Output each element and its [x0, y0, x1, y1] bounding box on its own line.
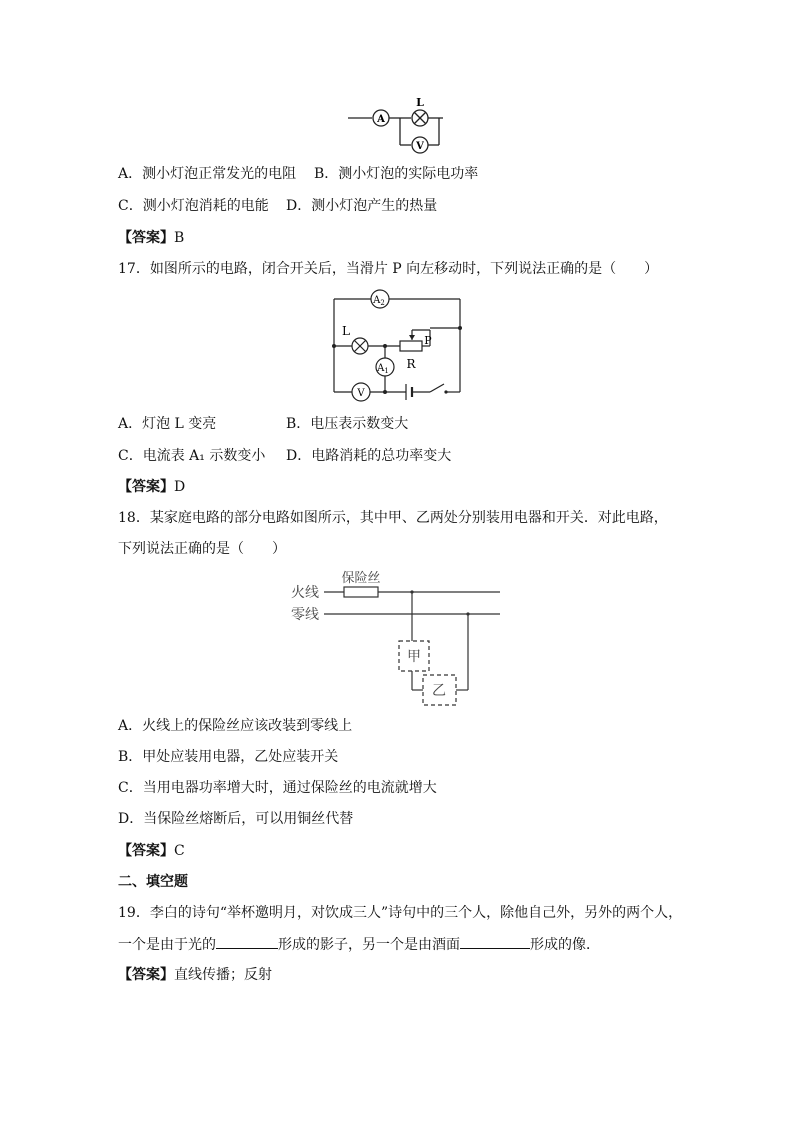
q18-fuse-label: 保险丝 — [341, 571, 381, 586]
q18-yi-box-label: 乙 — [432, 683, 446, 699]
q17-voltmeter-symbol: V — [357, 388, 365, 399]
section-title-fill-in: 二、填空题 — [118, 874, 188, 890]
q17-option-c: C．电流表 A₁ 示数变小 — [118, 448, 266, 464]
q19-stem-line1: 19．李白的诗句“举杯邀明月，对饮成三人”诗句中的三个人，除他自己外，另外的两个人， — [118, 905, 683, 921]
q17-option-d: D．电路消耗的总功率变大 — [286, 448, 452, 464]
q18-neutral-wire-label: 零线 — [291, 607, 319, 623]
q18-stem-line2: 下列说法正确的是（ ） — [118, 541, 286, 557]
q17-stem: 17．如图所示的电路，闭合开关后，当滑片 P 向左移动时，下列说法正确的是（ ） — [118, 261, 659, 277]
q19-stem-line2 — [118, 934, 600, 955]
q17-resistor-label: R — [406, 357, 416, 371]
answer-value: 直线传播；反射 — [174, 967, 272, 983]
q19-blank-1 — [216, 934, 278, 949]
q17-ammeter-a1-symbol: $A_1$ — [377, 363, 389, 375]
answer-label: 【答案】 — [118, 479, 174, 495]
q17-answer — [118, 477, 185, 497]
q16-option-d: D．测小灯泡产生的热量 — [286, 198, 438, 214]
q17-circuit-diagram — [326, 286, 468, 406]
q17-option-a: A．灯泡 L 变亮 — [118, 416, 217, 432]
answer-value: C — [174, 843, 185, 859]
q16-answer — [118, 228, 184, 248]
q16-option-c: C．测小灯泡消耗的电能 — [118, 198, 269, 214]
q18-option-c: C．当用电器功率增大时，通过保险丝的电流就增大 — [118, 780, 437, 796]
q16-voltmeter-symbol: V — [416, 141, 424, 152]
q17-lamp-label: L — [342, 324, 350, 338]
q18-live-wire-label: 火线 — [291, 585, 319, 601]
q19-blank-2 — [460, 934, 530, 949]
q18-answer — [118, 841, 185, 861]
q18-option-b: B．甲处应装用电器，乙处应装开关 — [118, 749, 339, 765]
answer-label: 【答案】 — [118, 843, 174, 859]
answer-label: 【答案】 — [118, 230, 174, 246]
q19-text-part2: 形成的影子，另一个是由酒面 — [278, 937, 460, 953]
q19-text-part3: 形成的像． — [530, 937, 600, 953]
q16-option-a: A．测小灯泡正常发光的电阻 — [118, 166, 297, 182]
q18-jia-box-label: 甲 — [407, 649, 421, 665]
q17-slider-label: P — [424, 334, 432, 347]
q19-answer — [118, 965, 272, 985]
q16-ammeter-symbol: A — [377, 114, 385, 125]
q16-lamp-label: L — [416, 96, 424, 109]
q16-circuit-diagram — [340, 96, 450, 158]
q16-option-b: B．测小灯泡的实际电功率 — [314, 166, 479, 182]
q17-option-b: B．电压表示数变大 — [286, 416, 409, 432]
q18-option-d: D．当保险丝熔断后，可以用铜丝代替 — [118, 811, 354, 827]
q18-circuit-diagram — [288, 568, 504, 708]
answer-value: B — [174, 230, 185, 246]
q18-stem-line1: 18．某家庭电路的部分电路如图所示，其中甲、乙两处分别装用电器和开关．对此电路， — [118, 510, 668, 526]
q18-option-a: A．火线上的保险丝应该改装到零线上 — [118, 718, 353, 734]
answer-value: D — [174, 479, 186, 495]
q19-text-part1: 一个是由于光的 — [118, 937, 216, 953]
answer-label: 【答案】 — [118, 967, 174, 983]
q17-ammeter-a2-symbol: $A_2$ — [373, 295, 385, 307]
